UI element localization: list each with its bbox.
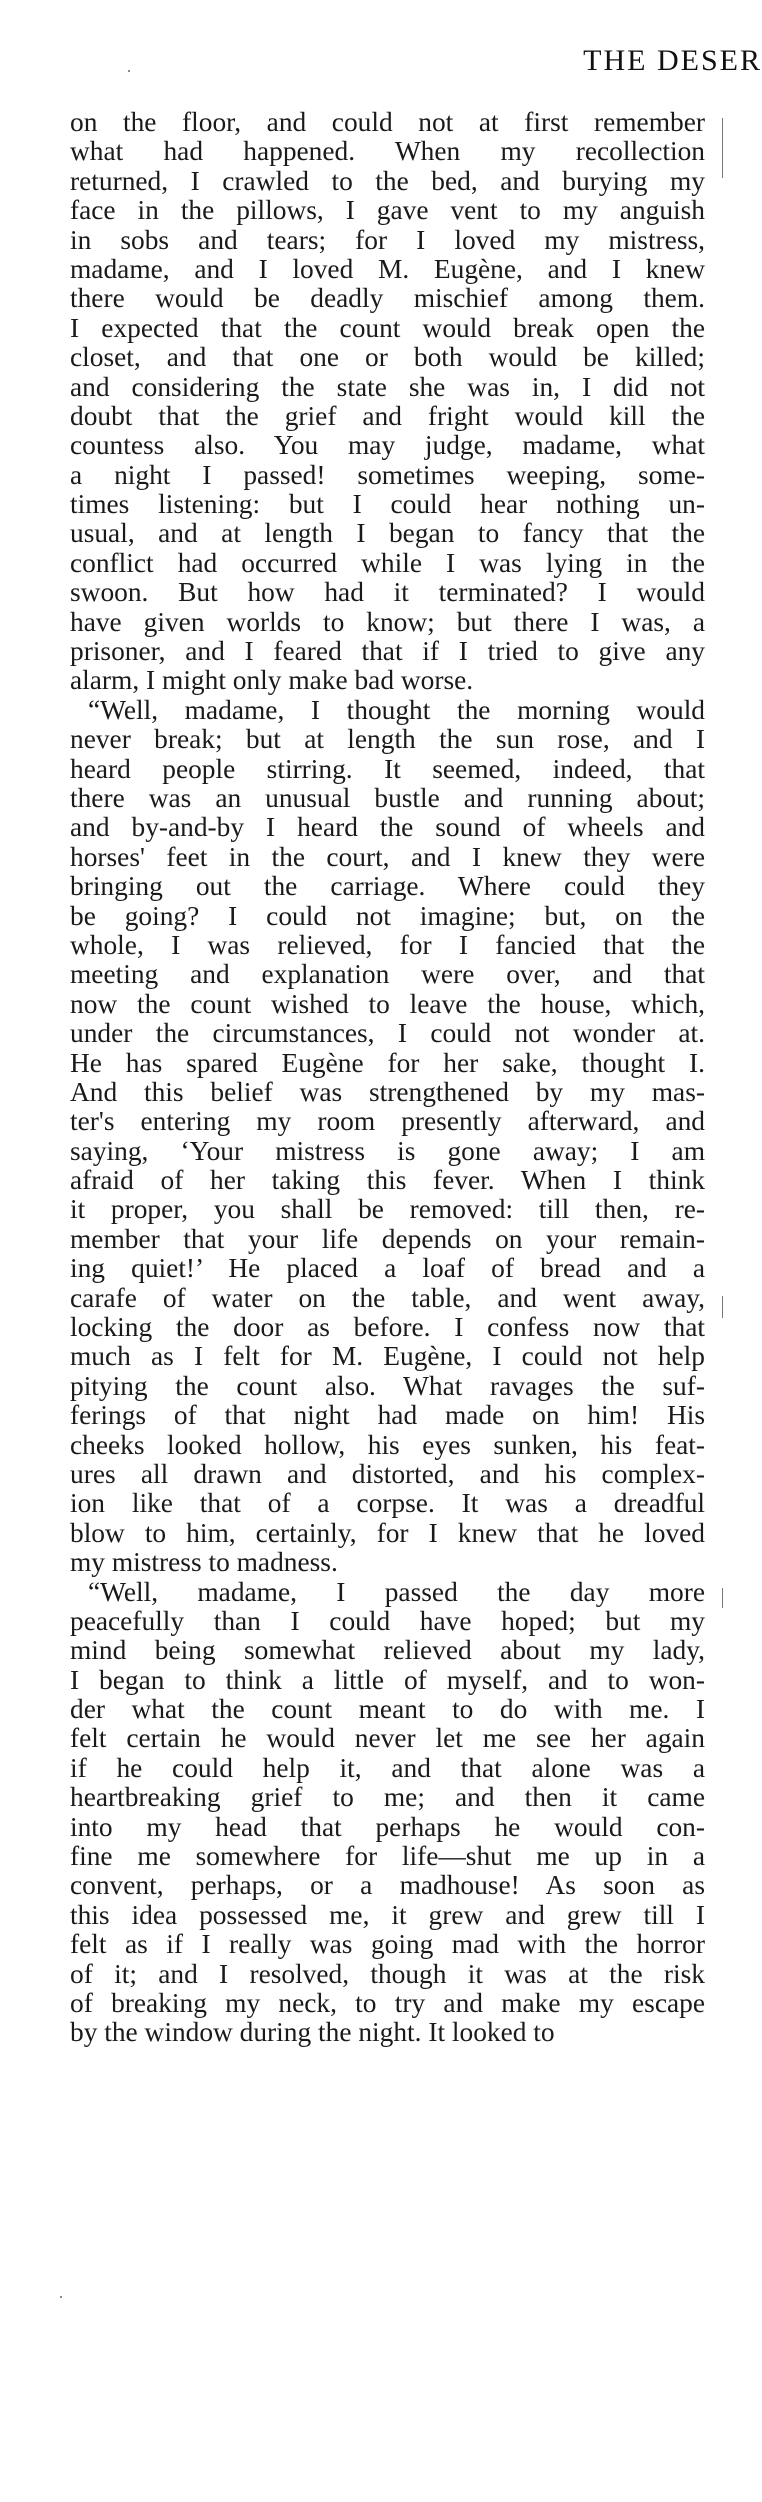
margin-rule: [722, 118, 723, 178]
body-text: [70, 108, 705, 2048]
text-line: there was an unusual bustle and running about;: [70, 782, 705, 813]
running-head: THE DESER: [583, 44, 762, 77]
text-line: never break; but at length the sun rose, and I: [70, 724, 705, 755]
text-line: times listening: but I could hear nothing un-: [70, 489, 705, 520]
text-line: swoon. But how had it terminated? I would: [70, 577, 705, 608]
text-line: pitying the count also. What ravages the suf-: [70, 1370, 705, 1401]
text-line: He has spared Eugène for her sake, thought I.: [70, 1047, 705, 1078]
text-line: cheeks looked hollow, his eyes sunken, his feat-: [70, 1429, 705, 1460]
print-speck: [60, 2296, 62, 2298]
text-line: what had happened. When my recollection: [70, 136, 705, 167]
margin-rule: [722, 1296, 723, 1318]
text-line: felt certain he would never let me see her again: [70, 1723, 705, 1754]
text-line: heard people stirring. It seemed, indeed, that: [70, 753, 705, 784]
text-line: convent, perhaps, or a madhouse! As soon as: [70, 1870, 705, 1901]
text-line: peacefully than I could have hoped; but my: [70, 1605, 705, 1636]
print-speck: [128, 70, 130, 72]
text-line: saying, ‘Your mistress is gone away; I am: [70, 1135, 705, 1166]
margin-rule: [722, 1588, 723, 1608]
text-line: I expected that the count would break open the: [70, 312, 705, 343]
text-line: felt as if I really was going mad with the horror: [70, 1929, 705, 1960]
text-line: prisoner, and I feared that if I tried to give any: [70, 636, 705, 667]
text-line: “Well, madame, I thought the morning would: [88, 694, 705, 725]
text-line: alarm, I might only make bad worse.: [70, 665, 474, 696]
text-line: horses' feet in the court, and I knew they were: [70, 841, 705, 872]
text-line: doubt that the grief and fright would kill the: [70, 400, 705, 431]
text-line: bringing out the carriage. Where could they: [70, 871, 705, 902]
text-line: blow to him, certainly, for I knew that he loved: [70, 1517, 705, 1548]
text-line: carafe of water on the table, and went away,: [70, 1282, 705, 1313]
text-line: meeting and explanation were over, and that: [70, 959, 705, 990]
text-line: returned, I crawled to the bed, and burying my: [70, 165, 705, 196]
text-line: have given worlds to know; but there I was, a: [70, 606, 705, 637]
text-line: ferings of that night had made on him! His: [70, 1400, 705, 1431]
text-line: by the window during the night. It looked to: [70, 2017, 555, 2048]
text-line: “Well, madame, I passed the day more: [88, 1576, 705, 1607]
text-line: in sobs and tears; for I loved my mistress,: [70, 224, 705, 255]
text-line: I began to think a little of myself, and to won-: [70, 1664, 705, 1695]
paragraph: [70, 108, 705, 696]
text-line: member that your life depends on your remain-: [70, 1223, 705, 1254]
text-line: ing quiet!’ He placed a loaf of bread and a: [70, 1253, 705, 1284]
text-line: be going? I could not imagine; but, on the: [70, 900, 705, 931]
text-line: a night I passed! sometimes weeping, some-: [70, 459, 705, 490]
text-line: countess also. You may judge, madame, what: [70, 430, 705, 461]
text-line: ter's entering my room presently afterward, and: [70, 1106, 705, 1137]
text-line: much as I felt for M. Eugène, I could not help: [70, 1341, 705, 1372]
text-line: it proper, you shall be removed: till then, re-: [70, 1194, 705, 1225]
text-line: there would be deadly mischief among them.: [70, 283, 705, 314]
text-line: der what the count meant to do with me. I: [70, 1694, 705, 1725]
text-line: locking the door as before. I confess now that: [70, 1312, 705, 1343]
text-line: fine me somewhere for life—shut me up in a: [70, 1841, 705, 1872]
text-line: whole, I was relieved, for I fancied that the: [70, 929, 705, 960]
text-line: ion like that of a corpse. It was a dreadful: [70, 1488, 705, 1519]
text-line: mind being somewhat relieved about my lady,: [70, 1635, 705, 1666]
text-line: under the circumstances, I could not wonder at.: [70, 1018, 705, 1049]
text-line: of it; and I resolved, though it was at the risk: [70, 1958, 705, 1989]
text-line: conflict had occurred while I was lying in the: [70, 547, 705, 578]
text-line: afraid of her taking this fever. When I think: [70, 1165, 705, 1196]
text-line: madame, and I loved M. Eugène, and I knew: [70, 253, 705, 284]
text-line: my mistress to madness.: [70, 1547, 338, 1578]
text-line: and by-and-by I heard the sound of wheels and: [70, 812, 705, 843]
text-line: on the floor, and could not at first remember: [70, 107, 705, 137]
text-line: and considering the state she was in, I did not: [70, 371, 705, 402]
text-line: usual, and at length I began to fancy that the: [70, 518, 705, 549]
paragraph: [70, 1578, 705, 2048]
text-line: now the count wished to leave the house, which,: [70, 988, 705, 1019]
paragraph: [70, 696, 705, 1578]
text-line: And this belief was strengthened by my mas-: [70, 1076, 705, 1107]
text-line: closet, and that one or both would be killed;: [70, 342, 705, 373]
text-line: into my head that perhaps he would con-: [70, 1811, 705, 1842]
text-line: this idea possessed me, it grew and grew till I: [70, 1899, 705, 1930]
text-line: of breaking my neck, to try and make my escape: [70, 1988, 705, 2018]
text-line: ures all drawn and distorted, and his complex-: [70, 1458, 705, 1489]
text-line: if he could help it, and that alone was a: [70, 1752, 705, 1783]
text-line: heartbreaking grief to me; and then it came: [70, 1782, 705, 1813]
text-line: face in the pillows, I gave vent to my anguish: [70, 195, 705, 226]
